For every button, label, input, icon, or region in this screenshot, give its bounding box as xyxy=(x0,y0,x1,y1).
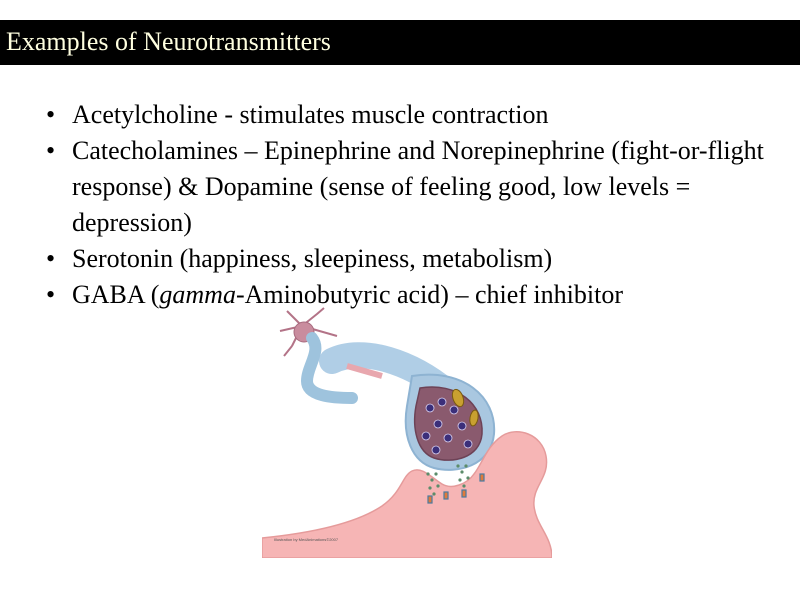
title-bar xyxy=(0,20,800,65)
bullet-text-italic: gamma xyxy=(159,280,236,309)
bullet-marker: • xyxy=(46,244,56,273)
bullet-list xyxy=(46,97,786,313)
synapse-illustration xyxy=(262,306,552,558)
presynaptic-terminal xyxy=(406,375,494,470)
bullet-text: Catecholamines – Epinephrine and Norepinephrine (fight-or-flight response) & Dopamine (sense of feeling good, low levels = depression) xyxy=(72,136,764,237)
bullet-acetylcholine xyxy=(46,97,786,133)
bullet-catecholamines xyxy=(46,133,786,241)
bullet-marker: • xyxy=(46,280,56,309)
bullet-text: Acetylcholine - stimulates muscle contraction xyxy=(72,100,549,129)
illustration-credit: Illustration by MedAnimations©2007 xyxy=(274,537,339,542)
bullet-text: Serotonin (happiness, sleepiness, metabolism) xyxy=(72,244,553,273)
bullet-marker: • xyxy=(46,100,56,129)
bullet-text-before: GABA ( xyxy=(72,280,160,309)
bullet-serotonin xyxy=(46,241,786,277)
bullet-marker: • xyxy=(46,136,56,165)
slide-title: Examples of Neurotransmitters xyxy=(6,27,331,56)
bullet-text-after: -Aminobutyric acid) – chief inhibitor xyxy=(235,280,623,309)
